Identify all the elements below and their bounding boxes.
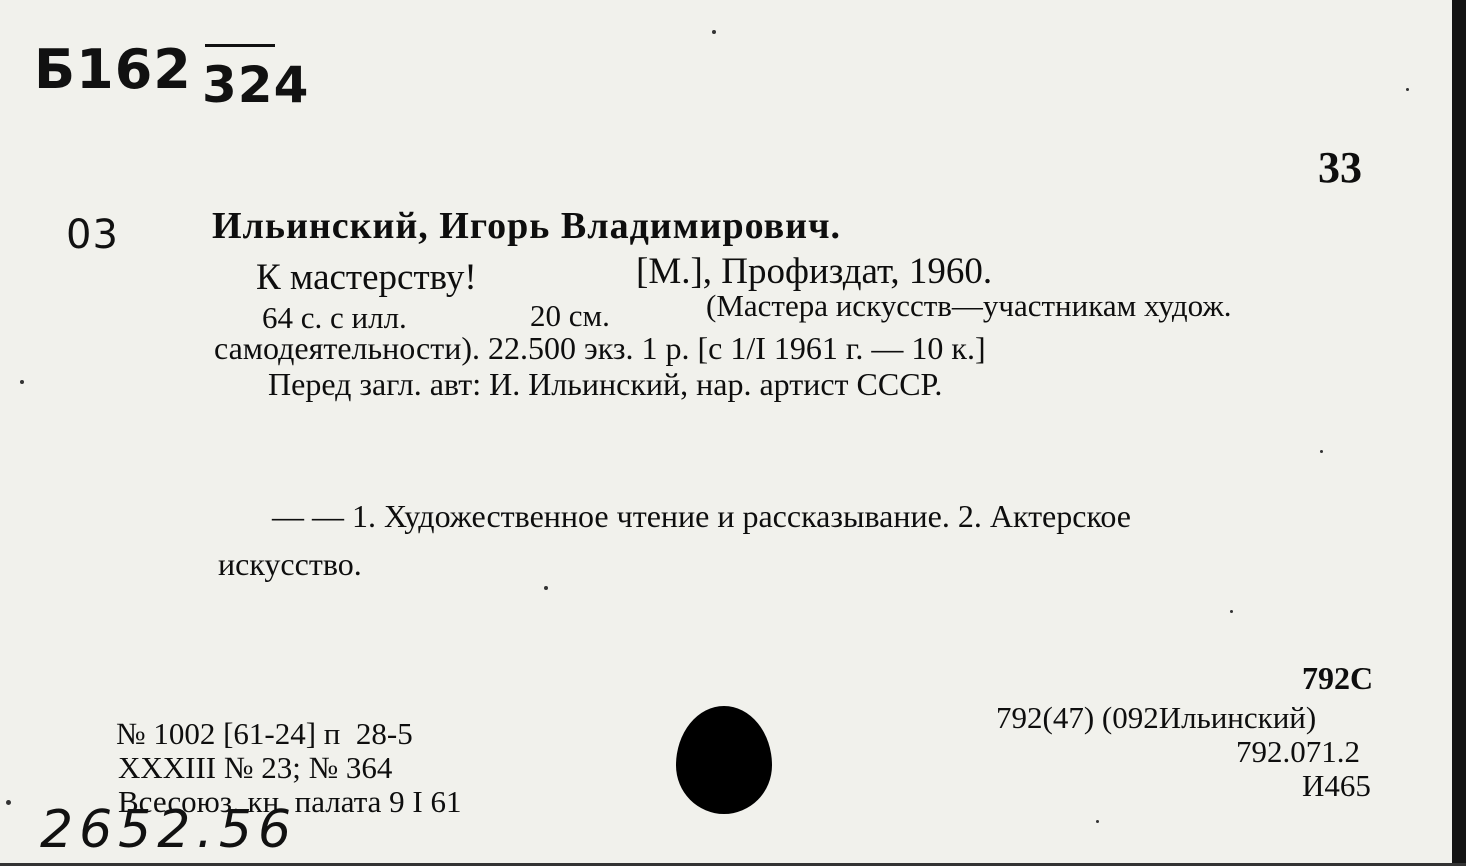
speck: [1320, 450, 1323, 453]
handwritten-call-number: Б162: [34, 38, 192, 101]
size: 20 см.: [530, 298, 610, 333]
subject-headings: — — 1. Художественное чтение и рассказывание. 2. Актерское: [272, 498, 1131, 534]
author-heading: Ильинский, Игорь Владимирович.: [212, 205, 842, 247]
imprint: [М.], Профиздат, 1960.: [636, 251, 993, 292]
registry-line-2: XXXIII № 23; № 364: [118, 750, 393, 785]
punch-hole: [676, 706, 772, 814]
speck: [1096, 820, 1099, 823]
udk-tertiary: 792.071.2: [1236, 734, 1360, 769]
speck: [1230, 610, 1233, 613]
pages: 64 с. с илл.: [262, 300, 407, 335]
speck: [712, 30, 716, 34]
subject-headings-cont: искусство.: [218, 546, 362, 582]
series: (Мастера искусств—участникам худож.: [706, 288, 1232, 323]
title-line: К мастерству!: [256, 257, 477, 298]
registry-line-3: Всесоюз. кн. палата 9 I 61: [118, 784, 462, 819]
handwritten-call-suffix: 324: [202, 56, 310, 114]
handwritten-inventory: 2652.56: [40, 800, 298, 860]
registry-line-1: № 1002 [61-24] п 28-5: [116, 716, 413, 751]
card-edge-right: [1452, 0, 1466, 866]
speck: [544, 586, 548, 590]
udk-primary: 792С: [1302, 660, 1374, 696]
call-number-overline: [205, 44, 275, 47]
handwritten-note: 03: [66, 212, 119, 258]
author-mark: И465: [1302, 768, 1371, 803]
edition-price: самодеятельности). 22.500 экз. 1 р. [с 1/I 1961 г. — 10 к.]: [214, 330, 986, 366]
speck: [6, 800, 11, 805]
speck: [1406, 88, 1409, 91]
card-number: 33: [1318, 143, 1362, 192]
udk-secondary: 792(47) (092Ильинский): [996, 700, 1317, 735]
speck: [20, 380, 24, 384]
author-note: Перед загл. авт: И. Ильинский, нар. артист СССР.: [268, 366, 943, 402]
